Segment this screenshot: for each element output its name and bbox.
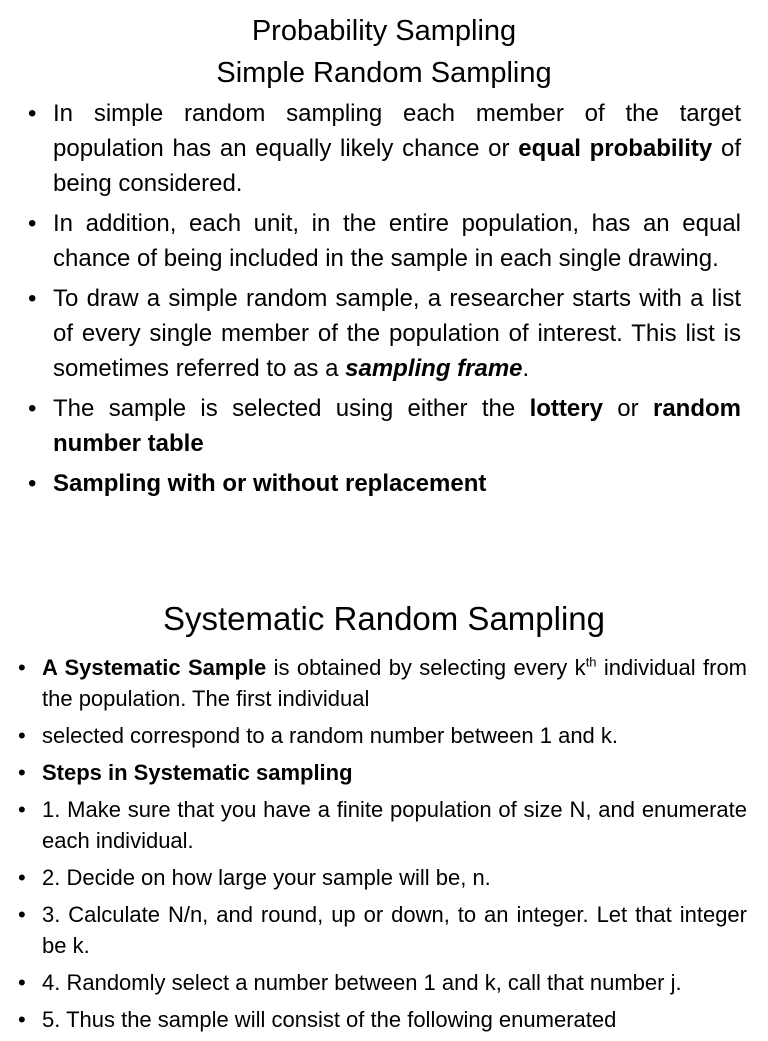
bold-italic-term: sampling frame bbox=[345, 355, 523, 382]
list-item: • 3. Calculate N/n, and round, up or down, to an integer. Let that integer be k. bbox=[42, 899, 747, 961]
list-item: • selected correspond to a random number between 1 and k. bbox=[42, 720, 747, 751]
bold-term: random number table bbox=[53, 395, 741, 457]
bold-term: A Systematic Sample bbox=[42, 655, 267, 680]
bold-text: Steps in Systematic sampling bbox=[42, 760, 353, 785]
list-item: • In addition, each unit, in the entire population, has an equal chance of being included in the sample in each single drawing. bbox=[53, 206, 741, 276]
list-item: • 1. Make sure that you have a finite population of size N, and enumerate each individual. bbox=[42, 794, 747, 856]
bold-text: Sampling with or without replacement bbox=[53, 470, 487, 497]
list-item: • 2. Decide on how large your sample will be, n. bbox=[42, 862, 747, 893]
page-title: Probability Sampling bbox=[251, 15, 517, 47]
list-item: • To draw a simple random sample, a researcher starts with a list of every single member of the population of interest. This list is sometimes referred to as a sampling frame. bbox=[53, 281, 741, 386]
list-item: • 4. Randomly select a number between 1 and k, call that number j. bbox=[42, 967, 747, 998]
list-item bbox=[53, 466, 741, 501]
simple-random-list bbox=[53, 96, 741, 506]
list-item: • The sample is selected using either the lottery or random number table bbox=[53, 391, 741, 461]
bold-term: lottery bbox=[529, 395, 603, 422]
superscript: th bbox=[585, 654, 597, 670]
list-item: • A Systematic Sample is obtained by selecting every $k^{th}$ individual from the population. The first individual bbox=[42, 652, 747, 714]
systematic-list bbox=[42, 652, 747, 1041]
section-title-simple-random: Simple Random Sampling bbox=[216, 57, 552, 89]
list-item: • In simple random sampling each member of the target population has an equally likely chance or equal probability of being considered. bbox=[53, 96, 741, 201]
list-item bbox=[42, 757, 747, 788]
list-item: • 5. Thus the sample will consist of the following enumerated bbox=[42, 1004, 747, 1035]
bold-term: equal probability bbox=[518, 135, 713, 162]
section-title-systematic: Systematic Random Sampling bbox=[162, 600, 606, 637]
